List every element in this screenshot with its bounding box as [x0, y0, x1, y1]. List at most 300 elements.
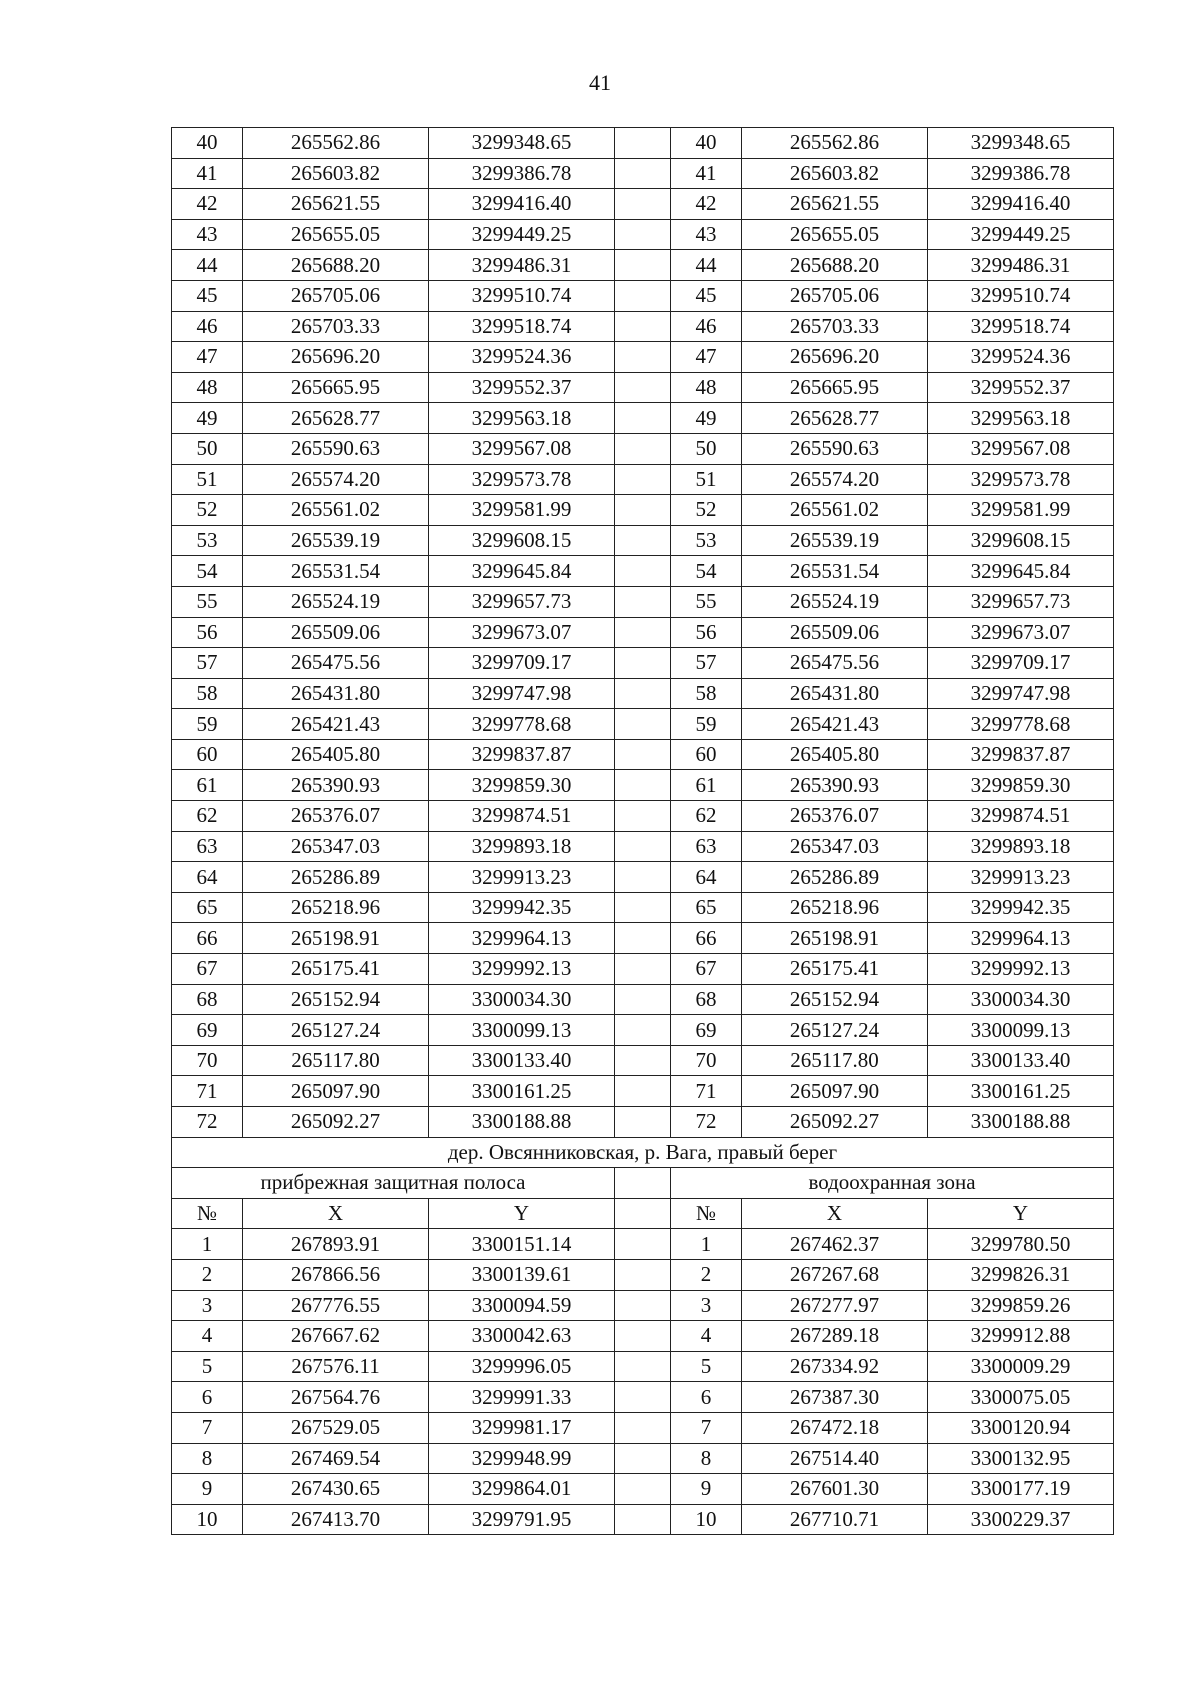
cell-x-right: 265376.07: [742, 801, 928, 832]
cell-y-right: 3299510.74: [928, 280, 1114, 311]
header-y-left: Y: [429, 1198, 615, 1229]
cell-x-right: 265286.89: [742, 862, 928, 893]
table-row: [172, 1107, 1114, 1138]
cell-y-right: 3299780.50: [928, 1229, 1114, 1260]
cell-num-right: 1: [671, 1229, 742, 1260]
cell-y-left: 3299791.95: [429, 1504, 615, 1535]
gap-cell: [615, 556, 671, 587]
table-row: [172, 1076, 1114, 1107]
table-row: [172, 1045, 1114, 1076]
cell-y-left: 3299709.17: [429, 648, 615, 679]
cell-num-left: 68: [172, 984, 243, 1015]
cell-num-left: 5: [172, 1351, 243, 1382]
table-row: [172, 1412, 1114, 1443]
cell-y-right: 3300133.40: [928, 1045, 1114, 1076]
cell-x-left: 267413.70: [243, 1504, 429, 1535]
cell-num-left: 46: [172, 311, 243, 342]
cell-y-left: 3300161.25: [429, 1076, 615, 1107]
cell-y-left: 3300133.40: [429, 1045, 615, 1076]
cell-num-right: 64: [671, 862, 742, 893]
cell-y-left: 3299673.07: [429, 617, 615, 648]
gap-cell: [615, 739, 671, 770]
cell-x-left: 265152.94: [243, 984, 429, 1015]
cell-x-left: 265390.93: [243, 770, 429, 801]
gap-cell: [615, 342, 671, 373]
gap-cell: [615, 495, 671, 526]
cell-x-right: 265705.06: [742, 280, 928, 311]
cell-x-right: 265405.80: [742, 739, 928, 770]
gap-cell: [615, 892, 671, 923]
cell-x-left: 265705.06: [243, 280, 429, 311]
cell-num-left: 52: [172, 495, 243, 526]
table-row: [172, 1474, 1114, 1505]
gap-cell: [615, 1076, 671, 1107]
cell-y-left: 3299581.99: [429, 495, 615, 526]
table-row: [172, 280, 1114, 311]
cell-y-right: 3299348.65: [928, 128, 1114, 159]
table-row: [172, 923, 1114, 954]
cell-x-left: 265590.63: [243, 433, 429, 464]
cell-x-left: 265376.07: [243, 801, 429, 832]
cell-y-left: 3300094.59: [429, 1290, 615, 1321]
cell-num-right: 7: [671, 1412, 742, 1443]
cell-x-right: 265347.03: [742, 831, 928, 862]
cell-x-left: 267866.56: [243, 1259, 429, 1290]
header-x-right: X: [742, 1198, 928, 1229]
cell-y-right: 3299874.51: [928, 801, 1114, 832]
cell-num-left: 71: [172, 1076, 243, 1107]
cell-y-left: 3299996.05: [429, 1351, 615, 1382]
cell-num-left: 45: [172, 280, 243, 311]
cell-num-right: 44: [671, 250, 742, 281]
cell-x-right: 265574.20: [742, 464, 928, 495]
cell-y-right: 3299518.74: [928, 311, 1114, 342]
cell-num-right: 70: [671, 1045, 742, 1076]
cell-x-left: 265405.80: [243, 739, 429, 770]
cell-num-right: 69: [671, 1015, 742, 1046]
cell-num-right: 50: [671, 433, 742, 464]
cell-y-left: 3299608.15: [429, 525, 615, 556]
cell-y-left: 3299913.23: [429, 862, 615, 893]
cell-x-left: 265621.55: [243, 189, 429, 220]
cell-x-right: 267277.97: [742, 1290, 928, 1321]
cell-num-right: 72: [671, 1107, 742, 1138]
cell-y-right: 3299524.36: [928, 342, 1114, 373]
gap-cell: [615, 1443, 671, 1474]
cell-num-left: 9: [172, 1474, 243, 1505]
gap-cell: [615, 433, 671, 464]
cell-num-left: 69: [172, 1015, 243, 1046]
gap-cell: [615, 678, 671, 709]
cell-x-left: 265531.54: [243, 556, 429, 587]
cell-y-left: 3299948.99: [429, 1443, 615, 1474]
header-x-left: X: [243, 1198, 429, 1229]
cell-x-right: 267267.68: [742, 1259, 928, 1290]
cell-num-right: 57: [671, 648, 742, 679]
cell-num-right: 55: [671, 586, 742, 617]
gap-cell: [615, 525, 671, 556]
cell-num-right: 40: [671, 128, 742, 159]
cell-y-right: 3299573.78: [928, 464, 1114, 495]
gap-cell: [615, 311, 671, 342]
cell-num-right: 2: [671, 1259, 742, 1290]
gap-cell: [615, 801, 671, 832]
cell-num-left: 60: [172, 739, 243, 770]
cell-num-left: 41: [172, 158, 243, 189]
cell-x-left: 265655.05: [243, 219, 429, 250]
cell-y-right: 3299386.78: [928, 158, 1114, 189]
cell-y-left: 3300151.14: [429, 1229, 615, 1260]
cell-num-right: 10: [671, 1504, 742, 1535]
cell-y-left: 3299416.40: [429, 189, 615, 220]
cell-x-left: 265175.41: [243, 954, 429, 985]
gap-cell: [615, 219, 671, 250]
cell-num-left: 72: [172, 1107, 243, 1138]
table-row: [172, 311, 1114, 342]
cell-num-left: 70: [172, 1045, 243, 1076]
cell-num-right: 63: [671, 831, 742, 862]
cell-y-left: 3299657.73: [429, 586, 615, 617]
cell-x-left: 265475.56: [243, 648, 429, 679]
cell-x-left: 265628.77: [243, 403, 429, 434]
cell-x-left: 267529.05: [243, 1412, 429, 1443]
gap-cell: [615, 1412, 671, 1443]
table-row: [172, 403, 1114, 434]
cell-num-left: 51: [172, 464, 243, 495]
cell-y-right: 3300009.29: [928, 1351, 1114, 1382]
cell-num-left: 57: [172, 648, 243, 679]
cell-x-right: 265509.06: [742, 617, 928, 648]
cell-y-left: 3300099.13: [429, 1015, 615, 1046]
gap-cell: [615, 1259, 671, 1290]
table-row: [172, 862, 1114, 893]
cell-y-right: 3299859.26: [928, 1290, 1114, 1321]
cell-x-right: 265175.41: [742, 954, 928, 985]
cell-num-right: 51: [671, 464, 742, 495]
table-row: [172, 801, 1114, 832]
cell-num-right: 61: [671, 770, 742, 801]
cell-num-left: 7: [172, 1412, 243, 1443]
table-row: [172, 1351, 1114, 1382]
table-row: [172, 525, 1114, 556]
gap-cell: [615, 1321, 671, 1352]
cell-y-right: 3300177.19: [928, 1474, 1114, 1505]
cell-x-right: 265665.95: [742, 372, 928, 403]
cell-num-right: 45: [671, 280, 742, 311]
gap-cell: [615, 189, 671, 220]
cell-num-right: 42: [671, 189, 742, 220]
cell-y-left: 3299486.31: [429, 250, 615, 281]
table-row: [172, 158, 1114, 189]
cell-x-right: 267387.30: [742, 1382, 928, 1413]
cell-num-left: 3: [172, 1290, 243, 1321]
cell-y-left: 3300042.63: [429, 1321, 615, 1352]
table-row: [172, 189, 1114, 220]
cell-y-left: 3299449.25: [429, 219, 615, 250]
cell-x-right: 267472.18: [742, 1412, 928, 1443]
table-row: [172, 495, 1114, 526]
section-title: дер. Овсянниковская, р. Вага, правый берег: [172, 1137, 1114, 1168]
cell-x-left: 265097.90: [243, 1076, 429, 1107]
cell-x-left: 265117.80: [243, 1045, 429, 1076]
cell-y-right: 3299747.98: [928, 678, 1114, 709]
table-row: [172, 1382, 1114, 1413]
cell-x-left: 265127.24: [243, 1015, 429, 1046]
table-row: [172, 1259, 1114, 1290]
table-row: [172, 648, 1114, 679]
table-row: [172, 586, 1114, 617]
cell-num-right: 66: [671, 923, 742, 954]
table-row: [172, 954, 1114, 985]
table-row: [172, 1229, 1114, 1260]
table-row: [172, 219, 1114, 250]
cell-x-left: 265562.86: [243, 128, 429, 159]
cell-x-right: 267514.40: [742, 1443, 928, 1474]
gap-cell: [615, 1107, 671, 1138]
cell-num-left: 49: [172, 403, 243, 434]
cell-y-right: 3299893.18: [928, 831, 1114, 862]
cell-x-right: 265561.02: [742, 495, 928, 526]
cell-x-right: 265421.43: [742, 709, 928, 740]
cell-num-left: 65: [172, 892, 243, 923]
gap-cell: [615, 158, 671, 189]
cell-y-right: 3299859.30: [928, 770, 1114, 801]
gap-cell: [615, 372, 671, 403]
cell-y-right: 3299486.31: [928, 250, 1114, 281]
table-row: [172, 250, 1114, 281]
cell-y-right: 3299778.68: [928, 709, 1114, 740]
table-row: [172, 556, 1114, 587]
cell-x-right: 267710.71: [742, 1504, 928, 1535]
cell-x-right: 265539.19: [742, 525, 928, 556]
cell-y-left: 3299567.08: [429, 433, 615, 464]
cell-y-left: 3299552.37: [429, 372, 615, 403]
cell-x-left: 267667.62: [243, 1321, 429, 1352]
gap-cell: [615, 984, 671, 1015]
cell-y-right: 3299837.87: [928, 739, 1114, 770]
cell-y-left: 3299524.36: [429, 342, 615, 373]
cell-num-right: 56: [671, 617, 742, 648]
cell-x-left: 265509.06: [243, 617, 429, 648]
table-row: [172, 770, 1114, 801]
cell-x-left: 265561.02: [243, 495, 429, 526]
cell-y-right: 3299563.18: [928, 403, 1114, 434]
cell-y-left: 3299778.68: [429, 709, 615, 740]
gap-cell: [615, 648, 671, 679]
cell-num-left: 66: [172, 923, 243, 954]
cell-x-left: 265347.03: [243, 831, 429, 862]
cell-y-right: 3300075.05: [928, 1382, 1114, 1413]
cell-x-right: 265590.63: [742, 433, 928, 464]
cell-y-right: 3299645.84: [928, 556, 1114, 587]
cell-x-left: 265524.19: [243, 586, 429, 617]
cell-x-right: 265198.91: [742, 923, 928, 954]
cell-x-left: 265574.20: [243, 464, 429, 495]
table-row: [172, 1504, 1114, 1535]
cell-x-right: 265097.90: [742, 1076, 928, 1107]
cell-y-left: 3300139.61: [429, 1259, 615, 1290]
cell-x-right: 265127.24: [742, 1015, 928, 1046]
header-num-left: №: [172, 1198, 243, 1229]
cell-num-right: 62: [671, 801, 742, 832]
cell-x-right: 265562.86: [742, 128, 928, 159]
gap-cell: [615, 464, 671, 495]
cell-x-left: 265421.43: [243, 709, 429, 740]
gap-cell: [615, 1168, 671, 1199]
cell-y-left: 3299348.65: [429, 128, 615, 159]
cell-num-left: 67: [172, 954, 243, 985]
cell-y-right: 3299826.31: [928, 1259, 1114, 1290]
cell-num-left: 61: [172, 770, 243, 801]
cell-x-left: 265218.96: [243, 892, 429, 923]
cell-y-right: 3300161.25: [928, 1076, 1114, 1107]
gap-cell: [615, 1382, 671, 1413]
cell-num-right: 71: [671, 1076, 742, 1107]
cell-num-right: 46: [671, 311, 742, 342]
gap-cell: [615, 250, 671, 281]
table-row: [172, 372, 1114, 403]
table-row: [172, 1321, 1114, 1352]
gap-cell: [615, 586, 671, 617]
cell-y-left: 3299563.18: [429, 403, 615, 434]
table-row: [172, 1443, 1114, 1474]
cell-y-right: 3299416.40: [928, 189, 1114, 220]
gap-cell: [615, 280, 671, 311]
cell-num-left: 8: [172, 1443, 243, 1474]
cell-x-right: 265218.96: [742, 892, 928, 923]
cell-x-left: 267776.55: [243, 1290, 429, 1321]
cell-num-left: 53: [172, 525, 243, 556]
cell-num-left: 4: [172, 1321, 243, 1352]
cell-num-left: 59: [172, 709, 243, 740]
cell-num-left: 43: [172, 219, 243, 250]
cell-x-left: 265092.27: [243, 1107, 429, 1138]
cell-y-right: 3299567.08: [928, 433, 1114, 464]
cell-num-right: 65: [671, 892, 742, 923]
cell-y-right: 3300188.88: [928, 1107, 1114, 1138]
cell-num-left: 62: [172, 801, 243, 832]
cell-y-left: 3299859.30: [429, 770, 615, 801]
cell-x-left: 265696.20: [243, 342, 429, 373]
gap-cell: [615, 1474, 671, 1505]
cell-num-left: 44: [172, 250, 243, 281]
cell-x-right: 265688.20: [742, 250, 928, 281]
cell-num-right: 52: [671, 495, 742, 526]
cell-x-right: 267334.92: [742, 1351, 928, 1382]
cell-y-right: 3299552.37: [928, 372, 1114, 403]
cell-num-right: 4: [671, 1321, 742, 1352]
cell-y-left: 3299645.84: [429, 556, 615, 587]
cell-num-right: 49: [671, 403, 742, 434]
cell-x-left: 267576.11: [243, 1351, 429, 1382]
cell-y-left: 3299981.17: [429, 1412, 615, 1443]
cell-num-left: 54: [172, 556, 243, 587]
cell-x-right: 265703.33: [742, 311, 928, 342]
cell-y-left: 3299964.13: [429, 923, 615, 954]
cell-x-right: 265431.80: [742, 678, 928, 709]
cell-y-left: 3300188.88: [429, 1107, 615, 1138]
table-row: [172, 464, 1114, 495]
column-header-row: [172, 1198, 1114, 1229]
cell-y-right: 3299608.15: [928, 525, 1114, 556]
table-row: [172, 739, 1114, 770]
left-group-title: прибрежная защитная полоса: [172, 1168, 615, 1199]
cell-y-left: 3300034.30: [429, 984, 615, 1015]
cell-y-left: 3299864.01: [429, 1474, 615, 1505]
table-row: [172, 1290, 1114, 1321]
table-row: [172, 617, 1114, 648]
gap-cell: [615, 954, 671, 985]
cell-x-left: 265688.20: [243, 250, 429, 281]
cell-num-right: 6: [671, 1382, 742, 1413]
cell-x-right: 265390.93: [742, 770, 928, 801]
cell-y-left: 3299747.98: [429, 678, 615, 709]
cell-num-right: 43: [671, 219, 742, 250]
page-number: 41: [589, 70, 611, 95]
top-rows: [172, 128, 1114, 1138]
gap-cell: [615, 1351, 671, 1382]
cell-num-left: 2: [172, 1259, 243, 1290]
cell-y-left: 3299386.78: [429, 158, 615, 189]
cell-x-left: 265431.80: [243, 678, 429, 709]
cell-y-left: 3299893.18: [429, 831, 615, 862]
cell-y-right: 3299964.13: [928, 923, 1114, 954]
table-row: [172, 342, 1114, 373]
cell-x-left: 265539.19: [243, 525, 429, 556]
cell-y-right: 3299992.13: [928, 954, 1114, 985]
cell-x-left: 265198.91: [243, 923, 429, 954]
cell-y-left: 3299874.51: [429, 801, 615, 832]
cell-num-left: 64: [172, 862, 243, 893]
cell-num-right: 8: [671, 1443, 742, 1474]
table-row: [172, 831, 1114, 862]
cell-x-left: 265603.82: [243, 158, 429, 189]
cell-x-left: 267430.65: [243, 1474, 429, 1505]
cell-num-right: 59: [671, 709, 742, 740]
cell-x-right: 265117.80: [742, 1045, 928, 1076]
cell-x-right: 265621.55: [742, 189, 928, 220]
cell-num-left: 55: [172, 586, 243, 617]
gap-cell: [615, 709, 671, 740]
gap-cell: [615, 923, 671, 954]
cell-num-right: 68: [671, 984, 742, 1015]
table-row: [172, 1015, 1114, 1046]
cell-num-left: 6: [172, 1382, 243, 1413]
cell-num-left: 63: [172, 831, 243, 862]
cell-y-left: 3299510.74: [429, 280, 615, 311]
gap-cell: [615, 831, 671, 862]
gap-cell: [615, 1229, 671, 1260]
gap-cell: [615, 1290, 671, 1321]
cell-x-right: 265531.54: [742, 556, 928, 587]
cell-y-left: 3299992.13: [429, 954, 615, 985]
bottom-rows: [172, 1229, 1114, 1535]
cell-x-right: 265152.94: [742, 984, 928, 1015]
cell-num-right: 60: [671, 739, 742, 770]
table-row: [172, 709, 1114, 740]
cell-y-left: 3299837.87: [429, 739, 615, 770]
gap-cell: [615, 1198, 671, 1229]
cell-x-left: 265703.33: [243, 311, 429, 342]
cell-y-right: 3299657.73: [928, 586, 1114, 617]
gap-cell: [615, 1045, 671, 1076]
cell-num-left: 50: [172, 433, 243, 464]
gap-cell: [615, 862, 671, 893]
cell-y-right: 3299913.23: [928, 862, 1114, 893]
table-row: [172, 678, 1114, 709]
cell-x-right: 265628.77: [742, 403, 928, 434]
header-num-right: №: [671, 1198, 742, 1229]
